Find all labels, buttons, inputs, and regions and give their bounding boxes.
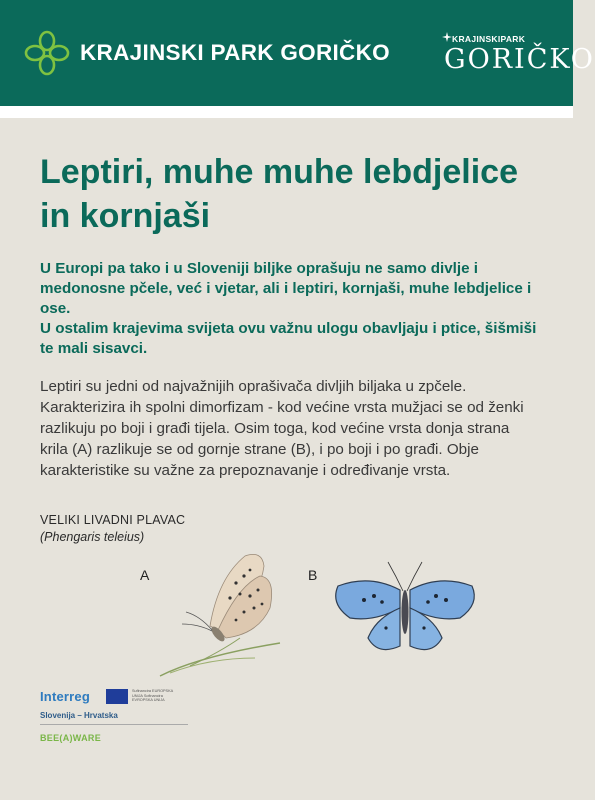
project-name: BEE(A)WARE — [40, 733, 101, 743]
body-paragraph: Leptiri su jedni od najvažnijih oprašivača divljih biljaka u zpčele. Karakterizira ih spolni dimorfizam - kod većine vrsta mužjaci se od ženki razlikuju po boji i građi tijela. Osim toga, kod većine vrsta donja strana krila (A) razlikuje se od gornje strane (B), i po boji i po građi. Obje karakteristike su važne za prepoznavanje i određivanje vrsta. — [40, 378, 524, 479]
eu-cofunding-text: Sufinancira EUROPSKA UNIJA Sofinancira EVROPSKA UNIJA — [132, 689, 173, 702]
star-icon — [442, 32, 452, 42]
programme-region: Slovenija – Hrvatska — [40, 711, 118, 720]
footer-divider — [40, 724, 188, 725]
header-bar — [0, 0, 595, 106]
intro-paragraph — [40, 259, 540, 359]
clover-logo-icon — [24, 30, 70, 76]
label-a: A — [140, 567, 150, 583]
goricko-logo — [440, 30, 595, 80]
intro-line-2: U ostalim krajevima svijeta ovu važnu ulogu obavljaju i ptice, šišmiši te mali sisavci. — [40, 320, 537, 357]
header-strip — [0, 106, 573, 118]
interreg-logo: Interreg — [40, 689, 91, 704]
logo-big-text: GORIČKO — [444, 44, 595, 75]
eu-flag-icon — [106, 689, 128, 704]
butterfly-underside-illustration — [160, 548, 290, 678]
species-name: VELIKI LIVADNI PLAVAC — [40, 513, 186, 527]
park-name: KRAJINSKI PARK GORIČKO — [80, 40, 390, 65]
page-title: Leptiri, muhe muhe lebdjelice in kornjaši — [40, 153, 518, 235]
label-b: B — [308, 567, 318, 583]
intro-line-1: U Europi pa tako i u Sloveniji biljke oprašuju ne samo divlje i medonosne pčele, već i vjetar, ali i leptiri, kornjaši, muhe lebdjelice i ose. — [40, 260, 532, 317]
logo-small-text: KRAJINSKIPARK — [452, 34, 526, 44]
species-latin-name: (Phengaris teleius) — [40, 530, 145, 544]
butterfly-upperside-illustration — [330, 556, 480, 666]
